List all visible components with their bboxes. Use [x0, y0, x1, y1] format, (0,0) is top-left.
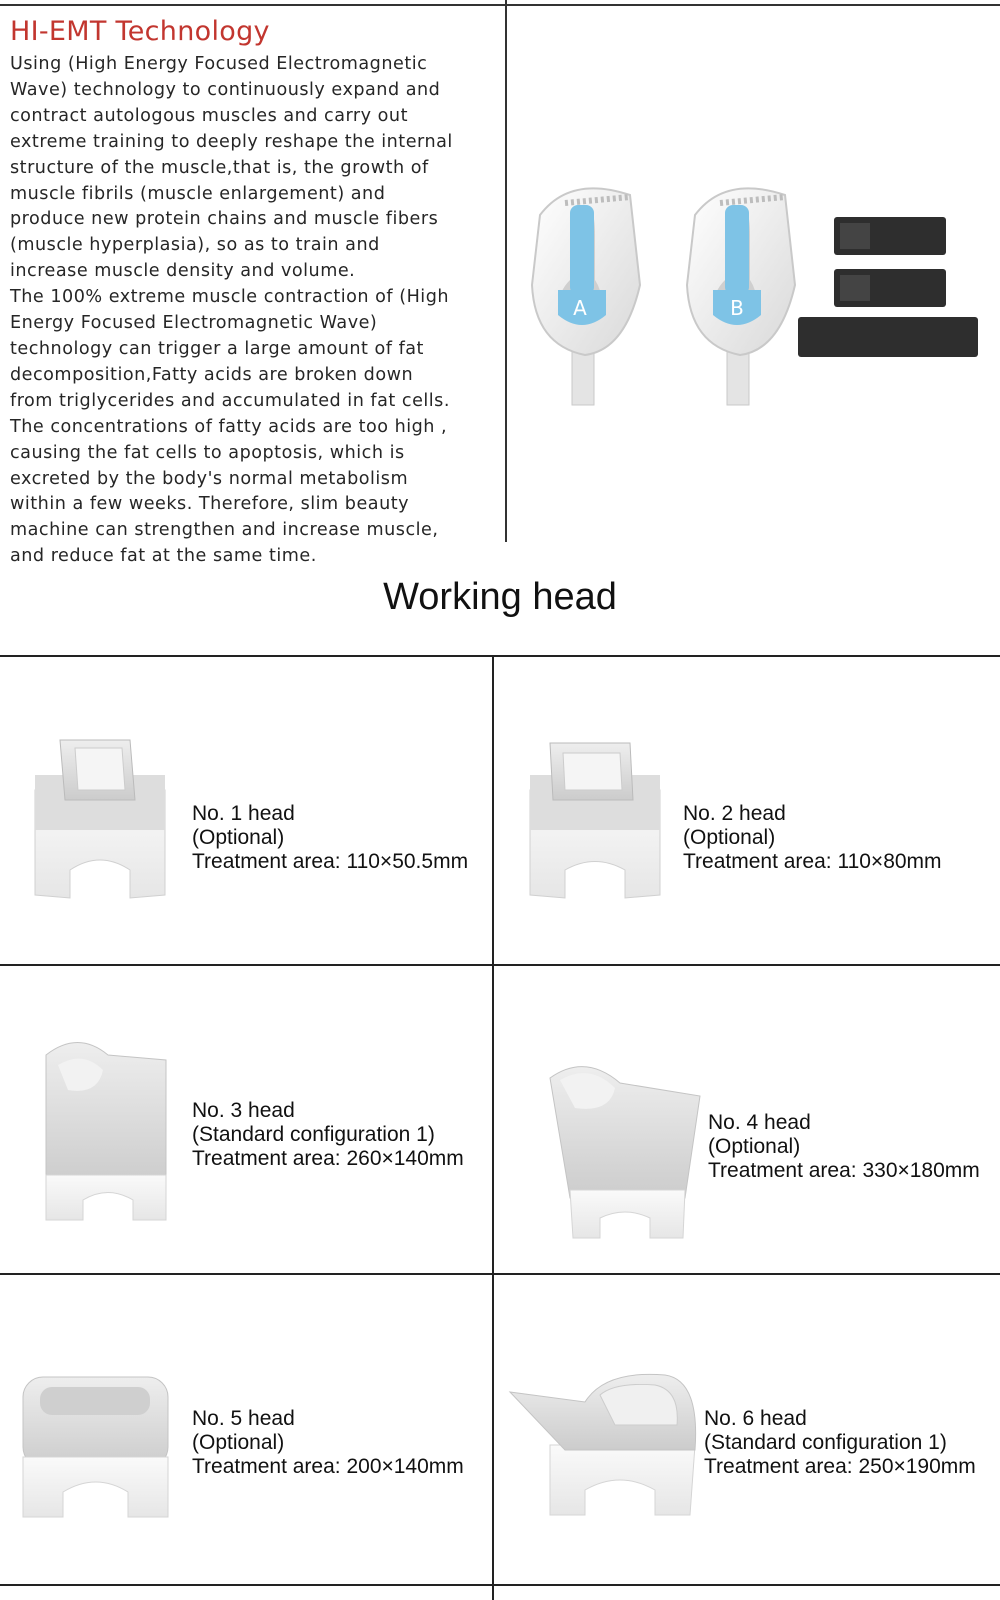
grid-column-divider [492, 656, 494, 1600]
head-5-config: (Optional) [192, 1431, 285, 1454]
top-column-divider [505, 0, 507, 542]
head-5-text [192, 1407, 464, 1479]
head-6-config: (Standard configuration 1) [704, 1431, 947, 1454]
head-4-text [708, 1111, 980, 1183]
head-4-icon [545, 1058, 705, 1243]
applicator-a-label: A [573, 296, 587, 320]
hiemt-title: HI-EMT Technology [10, 16, 270, 47]
head-1-icon [30, 730, 170, 905]
head-5-area: Treatment area: 200×140mm [192, 1455, 464, 1478]
head-3-name: No. 3 head [192, 1099, 295, 1122]
applicator-b-label: B [730, 296, 744, 320]
head-2-name: No. 2 head [683, 802, 786, 825]
top-rule [0, 4, 1000, 6]
grid-rule-top [0, 655, 1000, 657]
head-3-icon [38, 1035, 173, 1225]
head-5-name: No. 5 head [192, 1407, 295, 1430]
head-1-area: Treatment area: 110×50.5mm [192, 850, 469, 873]
head-3-config: (Standard configuration 1) [192, 1123, 435, 1146]
head-2-config: (Optional) [683, 826, 776, 849]
head-5-icon [18, 1372, 173, 1522]
head-3-area: Treatment area: 260×140mm [192, 1147, 464, 1170]
head-4-name: No. 4 head [708, 1111, 811, 1134]
grid-rule-row2 [0, 1273, 1000, 1275]
head-6-icon [505, 1370, 705, 1520]
head-6-area: Treatment area: 250×190mm [704, 1455, 976, 1478]
head-1-config: (Optional) [192, 826, 285, 849]
grid-rule-bottom [0, 1584, 1000, 1586]
head-1-text [192, 802, 468, 874]
head-2-text [683, 802, 942, 874]
section-title: Working head [383, 576, 617, 618]
hiemt-description: Using (High Energy Focused Electromagnetic Wave) technology to continuously expand and contract autologous muscles and carry out extreme training to deeply reshape the internal structure of the muscle,that is, the growth of muscle fibrils (muscle enlargement) and produce new protein chains and muscle fibers (muscle hyperplasia), so as to train and increase muscle density and volume. The 100% extreme muscle contraction of (High Energy Focused Electromagnetic Wave) technology can trigger a large amount of fat decomposition,Fatty acids are broken down from triglycerides and accumulated in fat cells. The concentrations of fatty acids are too high , causing the fat cells to apoptosis, which is excreted by the body's normal metabolism within a few weeks. Therefore, slim beauty machine can strengthen and increase muscle, and reduce fat at the same time. [10, 54, 453, 567]
strap-icon [798, 217, 978, 357]
grid-rule-row1 [0, 964, 1000, 966]
head-3-text [192, 1099, 464, 1171]
head-2-area: Treatment area: 110×80mm [683, 850, 942, 873]
head-4-area: Treatment area: 330×180mm [708, 1159, 980, 1182]
applicator-a-icon [532, 188, 640, 405]
head-1-name: No. 1 head [192, 802, 295, 825]
head-6-text [704, 1407, 976, 1479]
applicator-illustration [530, 175, 990, 415]
head-4-config: (Optional) [708, 1135, 801, 1158]
head-2-icon [525, 735, 665, 905]
head-6-name: No. 6 head [704, 1407, 807, 1430]
applicator-b-icon [687, 188, 795, 405]
